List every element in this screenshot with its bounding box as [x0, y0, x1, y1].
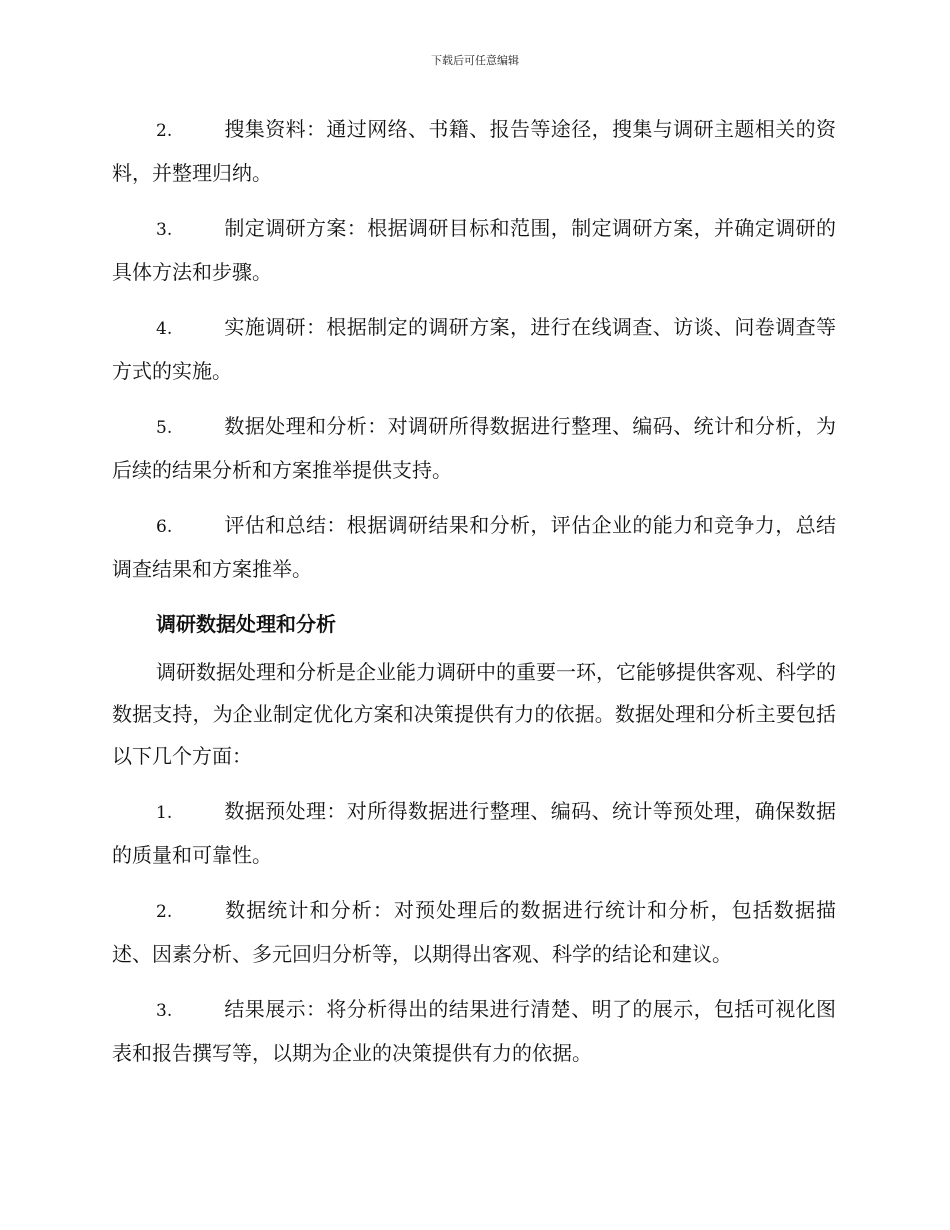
section-heading: 调研数据处理和分析: [156, 612, 336, 636]
list-item: [112, 988, 836, 1074]
list-text: 制定调研方案：根据调研目标和范围，制定调研方案，并确定调研的具体方法和步骤。: [112, 216, 836, 284]
list-number: 1.: [156, 803, 173, 823]
list-number: 3.: [156, 1001, 173, 1021]
list-text: 搜集资料：通过网络、书籍、报告等途径，搜集与调研主题相关的资料，并整理归纳。: [112, 117, 836, 185]
list-number: 2.: [156, 902, 173, 922]
list-text: 数据预处理：对所得数据进行整理、编码、统计等预处理，确保数据的质量和可靠性。: [112, 799, 836, 867]
list-text: 数据处理和分析：对调研所得数据进行整理、编码、统计和分析，为后续的结果分析和方案推举提供支持。: [112, 414, 836, 482]
list-item: [112, 108, 836, 194]
list-item: [112, 207, 836, 293]
list-item: [112, 889, 836, 975]
list-item: [112, 405, 836, 491]
page-header: 下载后可任意编辑: [431, 54, 519, 67]
list-item: [112, 790, 836, 876]
list-item: [112, 306, 836, 392]
list-text: 结果展示：将分析得出的结果进行清楚、明了的展示，包括可视化图表和报告撰写等，以期为企业的决策提供有力的依据。: [112, 997, 836, 1065]
list-number: 3.: [156, 220, 173, 240]
list-number: 2.: [156, 121, 173, 141]
section-intro: 调研数据处理和分析是企业能力调研中的重要一环，它能够提供客观、科学的数据支持，为企业制定优化方案和决策提供有力的依据。数据处理和分析主要包括以下几个方面：: [112, 660, 836, 768]
list-text: 评估和总结：根据调研结果和分析，评估企业的能力和竞争力，总结调查结果和方案推举。: [112, 513, 836, 581]
list-number: 4.: [156, 319, 173, 339]
list-number: 6.: [156, 517, 173, 537]
list-text: 数据统计和分析：对预处理后的数据进行统计和分析，包括数据描述、因素分析、多元回归分析等，以期得出客观、科学的结论和建议。: [112, 898, 836, 966]
list-number: 5.: [156, 418, 173, 438]
list-item: [112, 504, 836, 590]
list-text: 实施调研：根据制定的调研方案，进行在线调查、访谈、问卷调查等方式的实施。: [112, 315, 836, 383]
document-body: [112, 108, 836, 1087]
